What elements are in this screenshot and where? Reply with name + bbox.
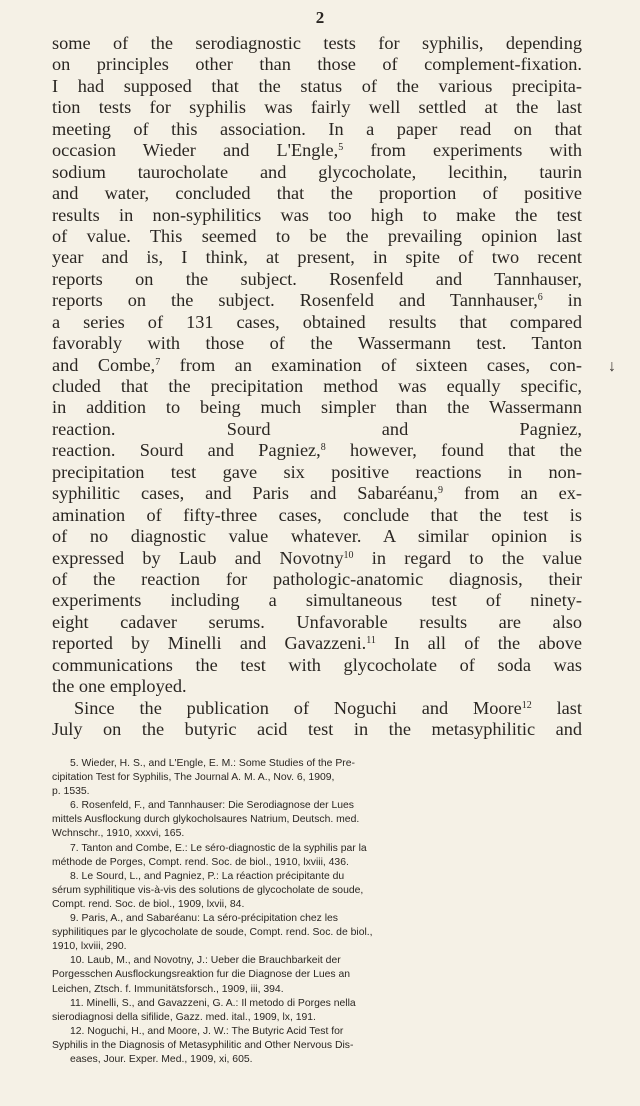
text-line: experiments including a simultaneous test of ninety- bbox=[52, 590, 582, 611]
text-line: of no diagnostic value whatever. A similar opinion is bbox=[52, 526, 582, 547]
text-line: year and is, I think, at present, in spite of two recent bbox=[52, 247, 582, 268]
text-segment: syphilitic cases, and Paris and Sabaréanu, bbox=[52, 483, 438, 504]
text-line: cluded that the precipitation method was equally specific, bbox=[52, 376, 582, 396]
text-line: tion tests for syphilis was fairly well settled at the last bbox=[52, 97, 582, 118]
footnote-line: 6. Rosenfeld, F., and Tannhauser: Die Serodiagnose der Lues bbox=[70, 800, 355, 812]
text-line bbox=[52, 290, 582, 311]
text-segment: reports on the subject. Rosenfeld and Tannhauser, bbox=[52, 290, 538, 311]
footnote-line: mittels Ausflockung durch glykocholsaures Natrium, Deutsch. med. bbox=[52, 814, 360, 826]
text-segment: reaction. Sourd and Pagniez, bbox=[52, 440, 321, 461]
text-line: of the reaction for pathologic-anatomic diagnosis, their bbox=[52, 568, 582, 589]
text-line: meeting of this association. In a paper read on that bbox=[52, 118, 582, 139]
text-line: communications the test with glycocholate of soda was bbox=[52, 654, 582, 675]
footnote-ref: 11 bbox=[366, 635, 376, 647]
text-line bbox=[52, 140, 582, 161]
text-line: reports on the subject. Rosenfeld and Tannhauser, bbox=[52, 268, 582, 289]
footnote-ref: 10 bbox=[343, 549, 354, 561]
text-segment: from experiments with bbox=[343, 140, 582, 161]
text-line bbox=[52, 633, 582, 654]
footnote-ref: 5 bbox=[338, 142, 344, 154]
text-segment: and Combe, bbox=[52, 354, 156, 375]
text-line bbox=[52, 548, 582, 569]
footnote-line bbox=[52, 1081, 592, 1095]
text-line: favorably with those of the Wassermann test. Tanton bbox=[52, 333, 582, 354]
text-line: amination of fifty-three cases, conclude that the test is bbox=[52, 504, 582, 525]
text-line: in addition to being much simpler than the Wassermann bbox=[52, 397, 582, 418]
text-segment: reported by Minelli and Gavazzeni. bbox=[52, 633, 367, 654]
text-line: eight cadaver serums. Unfavorable results are also bbox=[52, 611, 582, 632]
page-number: 2 bbox=[315, 8, 325, 27]
text-line: of value. This seemed to be the prevailing opinion last bbox=[52, 225, 582, 246]
text-line bbox=[52, 355, 582, 376]
text-segment: in regard to the value bbox=[353, 547, 582, 568]
text-line: and water, concluded that the proportion of positive bbox=[52, 183, 582, 204]
text-line: a series of 131 cases, obtained results that compared bbox=[52, 311, 582, 332]
text-segment: however, found that the bbox=[325, 440, 582, 461]
footnote-line: 5. Wieder, H. S., and L'Engle, E. M.: Some Studies of the Pre- bbox=[70, 758, 355, 769]
text-line: reaction. Sourd and Pagniez, bbox=[52, 418, 582, 439]
text-segment: occasion Wieder and L'Engle, bbox=[52, 140, 339, 161]
footnote-line: Compt. rend. Soc. de biol., 1909, lxvii, 84. bbox=[52, 898, 245, 910]
footnote-line: Syphilis in the Diagnosis of Metasyphilitic and Other Nervous Dis- bbox=[52, 1039, 354, 1051]
text-segment: expressed by Laub and Novotny bbox=[52, 547, 344, 568]
footnote-line: sierodiagnosi della sifilide, Gazz. med. ital., 1909, lx, 191. bbox=[52, 1011, 316, 1023]
footnote-line bbox=[52, 1067, 592, 1081]
text-line bbox=[52, 440, 582, 461]
main-paragraphs bbox=[52, 33, 632, 740]
text-line: precipitation test gave six positive reactions in non- bbox=[52, 461, 582, 482]
footnote-line: Wchnschr., 1910, xxxvi, 165. bbox=[52, 828, 185, 840]
text-line: July on the butyric acid test in the metasyphilitic and bbox=[52, 719, 582, 739]
footnote-line: p. 1535. bbox=[52, 786, 90, 798]
footnote-line: 1910, lxviii, 290. bbox=[52, 941, 127, 953]
footnote-line: 12. Noguchi, H., and Moore, J. W.: The Butyric Acid Test for bbox=[70, 1025, 344, 1037]
footnotes bbox=[52, 757, 592, 1095]
text-line: sodium taurocholate and glycocholate, lecithin, taurin bbox=[52, 161, 582, 182]
text-line bbox=[52, 698, 582, 719]
footnote-line: cipitation Test for Syphilis, The Journal A. M. A., Nov. 6, 1909, bbox=[52, 772, 335, 784]
footnote-ref: 7 bbox=[155, 356, 161, 368]
footnote-line: eases, Jour. Exper. Med., 1909, xi, 605. bbox=[70, 1053, 253, 1065]
footnote-line: syphilitiques par le glycocholate de soude, Compt. rend. Soc. de biol., bbox=[52, 927, 373, 939]
footnote-line: 9. Paris, A., and Sabaréanu: La séro-précipitation chez les bbox=[70, 913, 339, 925]
footnote-line: 10. Laub, M., and Novotny, J.: Ueber die Brauchbarkeit der bbox=[70, 955, 341, 967]
text-line: some of the serodiagnostic tests for syphilis, depending bbox=[52, 33, 582, 53]
footnote-line: sérum syphilitique vis-à-vis des solutions de glycocholate de soude, bbox=[52, 884, 364, 896]
footnote-line: 8. Le Sourd, L., and Pagniez, P.: La réaction précipitante du bbox=[70, 870, 345, 882]
footnote-line: Porgesschen Ausflockungsreaktion fur die Diagnose der Lues an bbox=[52, 969, 351, 981]
footnote-ref: 8 bbox=[320, 442, 326, 454]
text-line: results in non-syphilitics was too high to make the test bbox=[52, 204, 582, 225]
margin-mark: ↓ bbox=[608, 358, 616, 375]
text-segment: In all of the above bbox=[375, 633, 582, 654]
text-line: I had supposed that the status of the various precipita- bbox=[52, 75, 582, 96]
text-segment: Since the publication of Noguchi and Moore bbox=[74, 697, 522, 718]
footnote-line: 11. Minelli, S., and Gavazzeni, G. A.: Il metodo di Porges nella bbox=[70, 997, 356, 1009]
footnote-ref: 6 bbox=[537, 292, 543, 304]
text-line bbox=[52, 483, 582, 504]
text-line: the one employed. bbox=[52, 676, 187, 697]
footnote-line: 7. Tanton and Combe, E.: Le séro-diagnostic de la syphilis par la bbox=[70, 842, 367, 854]
footnote-ref: 12 bbox=[521, 699, 532, 711]
text-segment: from an examination of sixteen cases, con- bbox=[160, 354, 582, 375]
footnote-line: méthode de Porges, Compt. rend. Soc. de biol., 1910, lxviii, 436. bbox=[52, 856, 349, 868]
text-segment: last bbox=[531, 697, 582, 718]
footnote-ref: 9 bbox=[438, 485, 443, 497]
text-segment: in bbox=[542, 290, 582, 311]
text-line: on principles other than those of complement-fixation. bbox=[52, 54, 582, 75]
text-segment: from an ex- bbox=[443, 483, 582, 504]
footnote-line: Leichen, Ztsch. f. Immunitätsforsch., 1909, iii, 394. bbox=[52, 983, 284, 995]
